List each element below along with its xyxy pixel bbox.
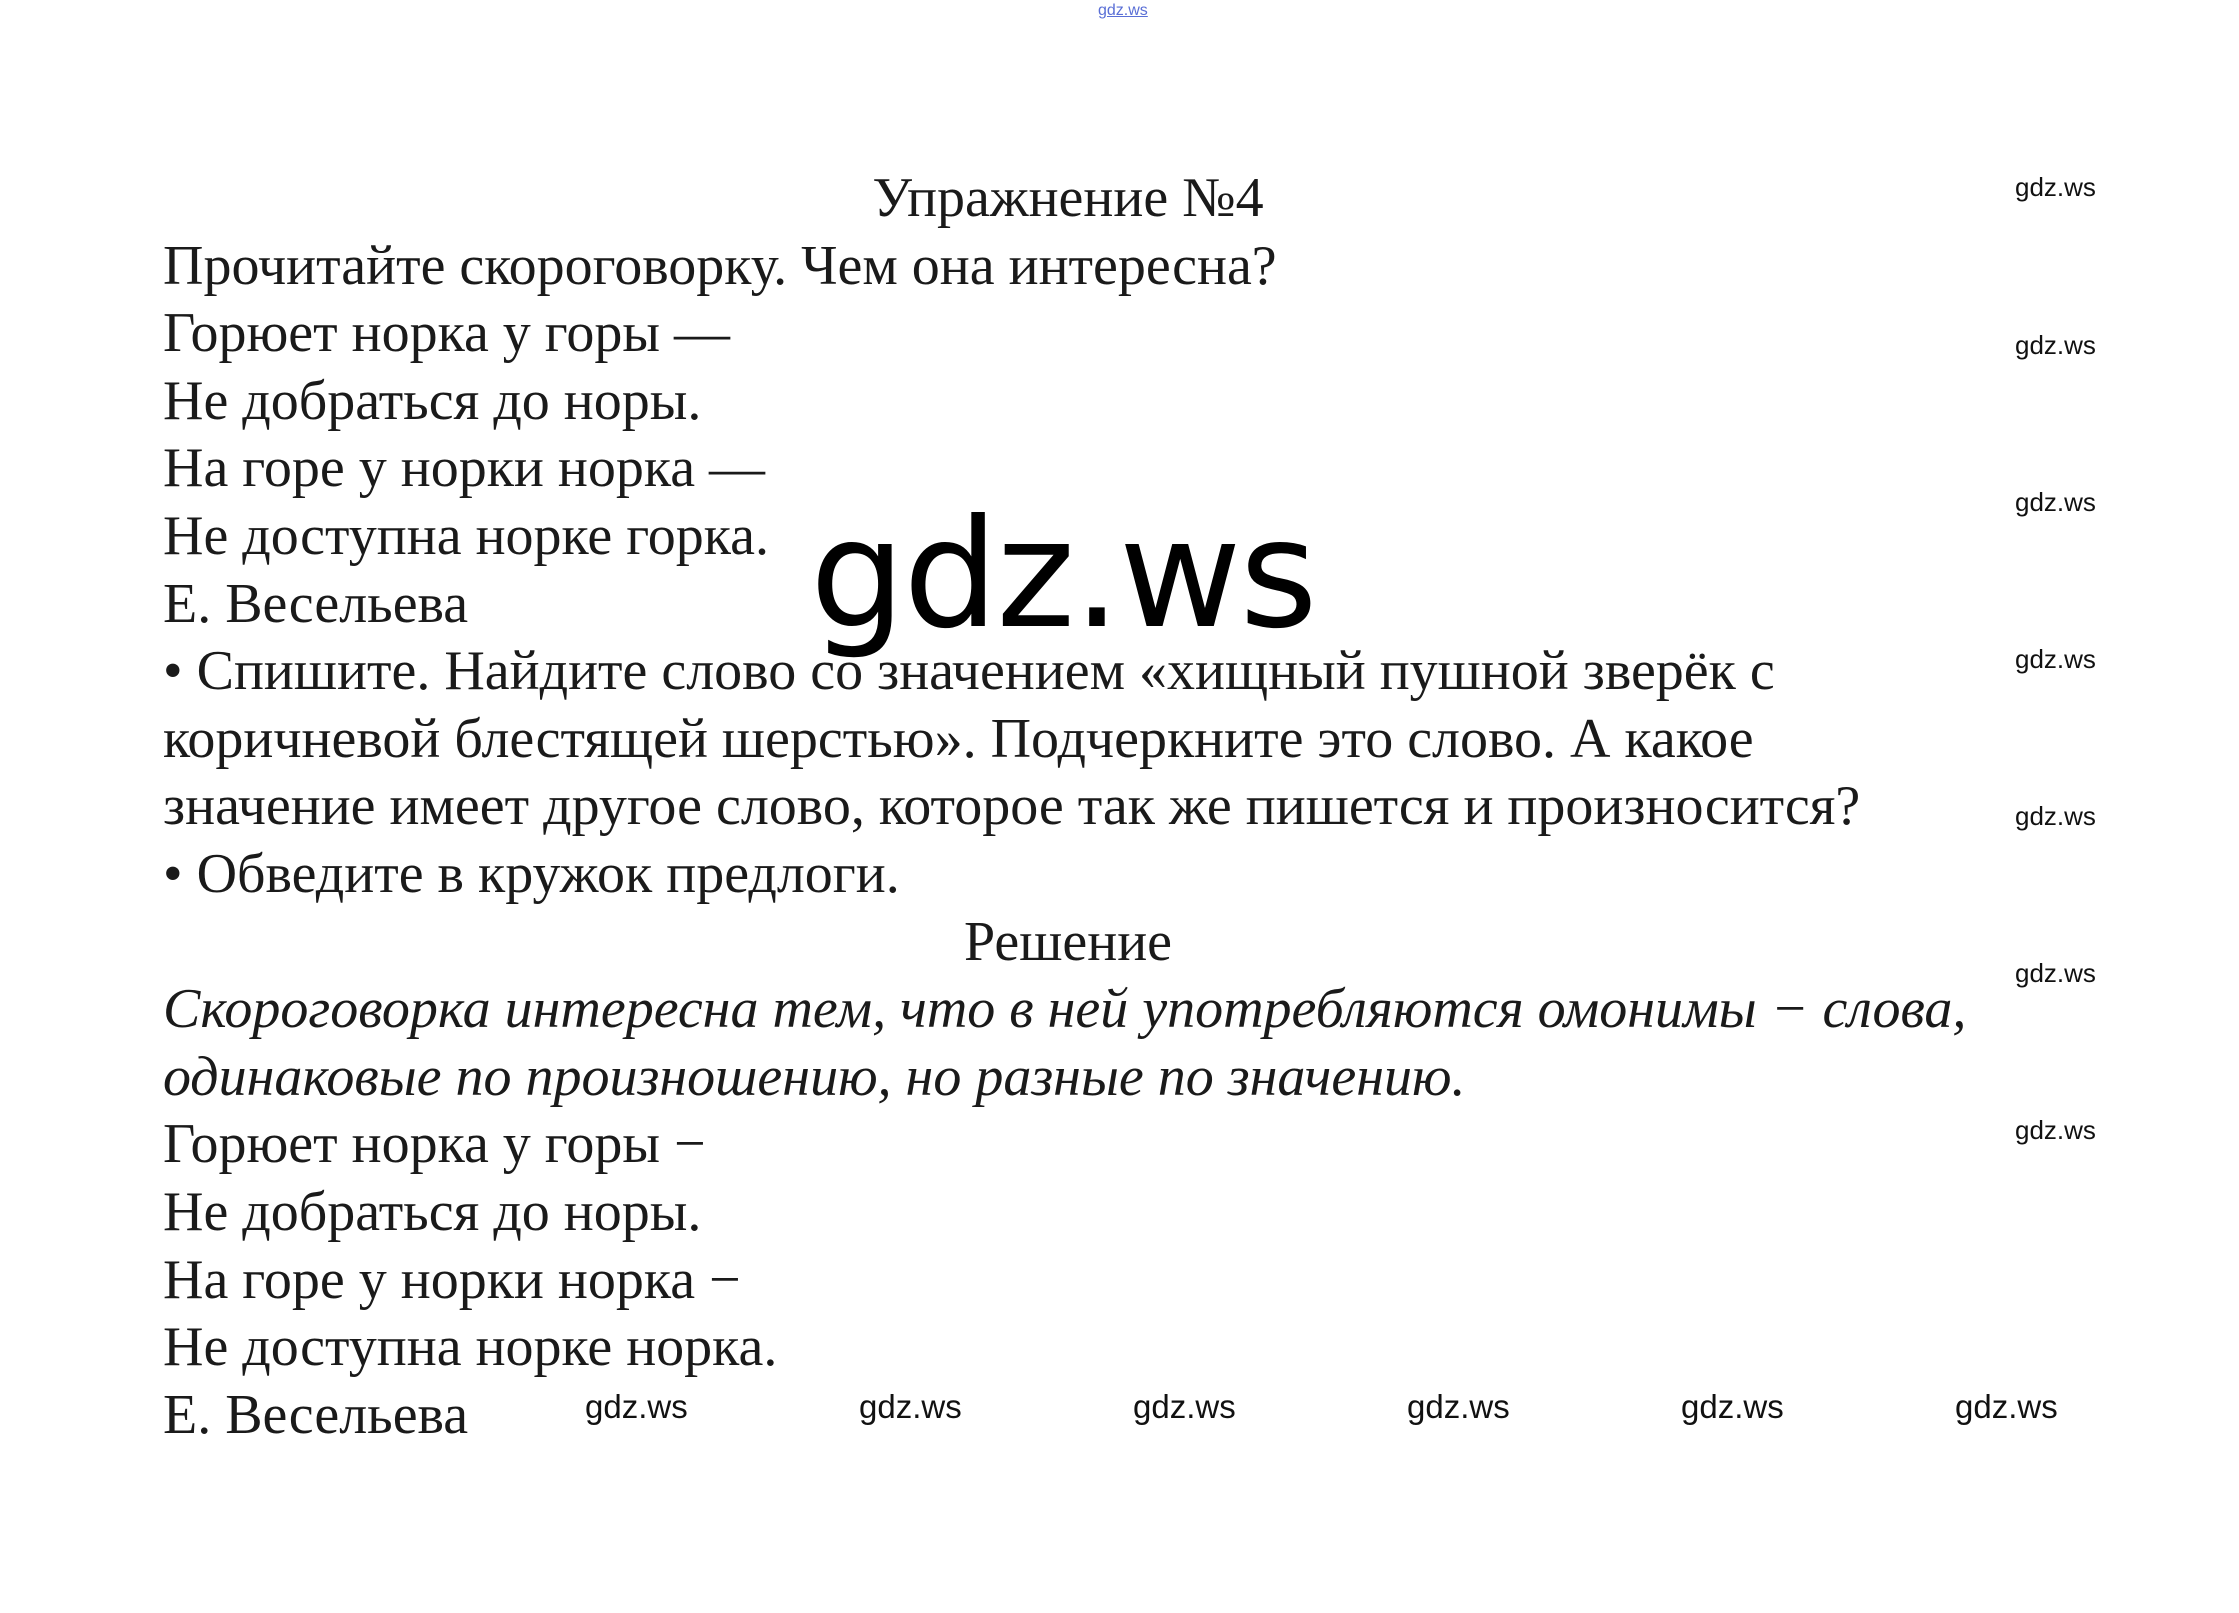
- bottom-watermark: gdz.ws: [859, 1388, 962, 1425]
- poem-line: Не доступна норке горка.: [163, 504, 769, 567]
- solution-poem: [163, 1111, 2103, 1381]
- bottom-watermark: gdz.ws: [1681, 1388, 1784, 1425]
- solution-title: Решение: [963, 910, 1173, 973]
- bottom-watermark: gdz.ws: [1133, 1388, 1236, 1425]
- instruction-line: значение имеет другое слово, которое так же пишется и произносится?: [163, 775, 1861, 838]
- side-watermark: gdz.ws: [2015, 1115, 2096, 1145]
- solution-author: Е. Весельева: [163, 1383, 469, 1446]
- side-watermark: gdz.ws: [2015, 330, 2096, 360]
- instructions: [163, 638, 2103, 908]
- side-watermark: gdz.ws: [2015, 644, 2096, 674]
- instruction-line: • Обведите в кружок предлоги.: [163, 842, 900, 905]
- poem-line: Не добраться до норы.: [163, 1180, 702, 1243]
- document-body: [163, 165, 2103, 1449]
- bottom-watermark: gdz.ws: [1407, 1388, 1510, 1425]
- center-watermark: gdz.ws: [810, 488, 1316, 662]
- poem-author: Е. Весельева: [163, 572, 469, 635]
- bottom-watermark: gdz.ws: [585, 1388, 688, 1425]
- top-watermark: gdz.ws: [1098, 2, 1148, 19]
- poem-line: На горе у норки норка −: [163, 1248, 741, 1311]
- poem-line: Горюет норка у горы —: [163, 302, 730, 365]
- poem-line: Горюет норка у горы −: [163, 1113, 706, 1176]
- poem-line: Не доступна норке норка.: [163, 1316, 778, 1379]
- exercise-title: Упражнение №4: [872, 167, 1264, 229]
- side-watermark: gdz.ws: [2015, 487, 2096, 517]
- side-watermark: gdz.ws: [2015, 958, 2096, 988]
- side-watermark: gdz.ws: [2015, 172, 2096, 202]
- instruction-line: коричневой блестящей шерстью». Подчеркните это слово. А какое: [163, 707, 1754, 770]
- bottom-watermark: gdz.ws: [1955, 1388, 2058, 1425]
- side-watermark: gdz.ws: [2015, 801, 2096, 831]
- task-text: Прочитайте скороговорку. Чем она интересна?: [163, 234, 1277, 297]
- poem-line: Не добраться до норы.: [163, 369, 702, 432]
- poem-line: На горе у норки норка —: [163, 437, 766, 500]
- answer-line: Скороговорка интересна тем, что в ней употребляются омонимы − слова,: [163, 978, 1967, 1041]
- instruction-line: • Спишите. Найдите слово со значением «хищный пушной зверёк с: [163, 640, 1775, 703]
- answer-line: одинаковые по произношению, но разные по значению.: [163, 1045, 1466, 1108]
- solution-answer: [163, 976, 2103, 1111]
